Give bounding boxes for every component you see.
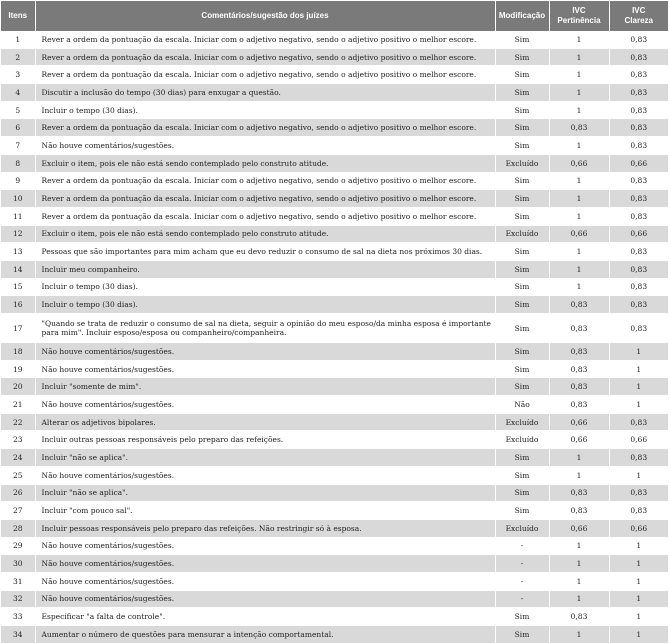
comment-cell: Não houve comentários/sugestões.: [35, 137, 495, 155]
ivc-pertinence-cell: 1: [549, 466, 609, 484]
ivc-clarity-cell: 0,83: [609, 84, 668, 102]
ivc-pertinence-cell: 1: [549, 449, 609, 467]
item-number-cell: 28: [1, 519, 35, 537]
table-row: [1, 172, 668, 190]
modification-cell: Sim: [495, 466, 549, 484]
ivc-pertinence-cell: 0,83: [549, 296, 609, 314]
table-row: [1, 626, 668, 644]
ivc-pertinence-cell: 1: [549, 207, 609, 225]
comment-cell: Especificar "a falta de controle".: [35, 608, 495, 626]
ivc-clarity-cell: 0,66: [609, 225, 668, 243]
ivc-pertinence-cell: 0,83: [549, 314, 609, 343]
comment-cell: Não houve comentários/sugestões.: [35, 590, 495, 608]
ivc-clarity-cell: 1: [609, 572, 668, 590]
ivc-pertinence-cell: 1: [549, 590, 609, 608]
ivc-pertinence-cell: 1: [549, 190, 609, 208]
comment-cell: Incluir "não se aplica".: [35, 449, 495, 467]
ivc-pertinence-cell: 0,83: [549, 608, 609, 626]
comment-cell: Incluir o tempo (30 dias).: [35, 101, 495, 119]
table-row: [1, 101, 668, 119]
ivc-clarity-cell: 0,83: [609, 278, 668, 296]
ivc-clarity-cell: 1: [609, 555, 668, 573]
ivc-pertinence-cell: 0,83: [549, 484, 609, 502]
table-row: [1, 590, 668, 608]
ivc-pertinence-cell: 0,83: [549, 360, 609, 378]
table-row: [1, 243, 668, 261]
ivc-clarity-cell: 1: [609, 537, 668, 555]
table-row: [1, 519, 668, 537]
comment-cell: Rever a ordem da pontuação da escala. Iniciar com o adjetivo negativo, sendo o adjetivo positivo o melhor escore.: [35, 190, 495, 208]
table-row: [1, 154, 668, 172]
ivc-pertinence-cell: 1: [549, 31, 609, 48]
modification-cell: Sim: [495, 84, 549, 102]
ivc-clarity-cell: 0,83: [609, 119, 668, 137]
comment-cell: Incluir meu companheiro.: [35, 260, 495, 278]
ivc-clarity-cell: 0,83: [609, 260, 668, 278]
modification-cell: Sim: [495, 278, 549, 296]
table-row: [1, 314, 668, 343]
ivc-clarity-cell: 0,83: [609, 449, 668, 467]
table-row: [1, 48, 668, 66]
comment-cell: Rever a ordem da pontuação da escala. Iniciar com o adjetivo negativo, sendo o adjetivo positivo o melhor escore.: [35, 172, 495, 190]
header-ivc-label: IVC: [632, 6, 646, 16]
item-number-cell: 15: [1, 278, 35, 296]
modification-cell: Excluído: [495, 413, 549, 431]
ivc-clarity-cell: 0,83: [609, 502, 668, 520]
modification-cell: Excluído: [495, 519, 549, 537]
table-row: [1, 572, 668, 590]
item-number-cell: 31: [1, 572, 35, 590]
modification-cell: Sim: [495, 48, 549, 66]
item-number-cell: 26: [1, 484, 35, 502]
ivc-clarity-cell: 0,83: [609, 31, 668, 48]
item-number-cell: 3: [1, 66, 35, 84]
ivc-clarity-cell: 1: [609, 378, 668, 396]
modification-cell: Sim: [495, 608, 549, 626]
ivc-clarity-cell: 1: [609, 343, 668, 361]
modification-cell: Excluído: [495, 154, 549, 172]
comment-cell: Incluir "com pouco sal".: [35, 502, 495, 520]
table-row: [1, 413, 668, 431]
table-row: [1, 278, 668, 296]
ivc-pertinence-cell: 0,83: [549, 378, 609, 396]
item-number-cell: 20: [1, 378, 35, 396]
table-row: [1, 225, 668, 243]
item-number-cell: 32: [1, 590, 35, 608]
ivc-clarity-cell: 1: [609, 590, 668, 608]
comment-cell: Rever a ordem da pontuação da escala. Iniciar com o adjetivo negativo, sendo o adjetivo positivo o melhor escore.: [35, 48, 495, 66]
ivc-clarity-cell: 0,83: [609, 314, 668, 343]
ivc-clarity-cell: 0,83: [609, 137, 668, 155]
ivc-clarity-cell: 0,83: [609, 207, 668, 225]
table-row: [1, 207, 668, 225]
header-comentarios: Comentários/sugestão dos juízes: [35, 1, 495, 31]
ivc-pertinence-cell: 1: [549, 172, 609, 190]
ivc-pertinence-cell: 0,66: [549, 413, 609, 431]
comment-cell: Não houve comentários/sugestões.: [35, 555, 495, 573]
ivc-pertinence-cell: 1: [549, 84, 609, 102]
comment-cell: Não houve comentários/sugestões.: [35, 396, 495, 414]
comment-cell: Incluir outras pessoas responsáveis pelo preparo das refeições.: [35, 431, 495, 449]
comment-cell: Não houve comentários/sugestões.: [35, 572, 495, 590]
table-row: [1, 555, 668, 573]
modification-cell: -: [495, 555, 549, 573]
header-itens: Itens: [1, 1, 35, 31]
ivc-pertinence-cell: 1: [549, 278, 609, 296]
ivc-clarity-cell: 0,66: [609, 431, 668, 449]
ivc-table: [1, 1, 668, 644]
comment-cell: Rever a ordem da pontuação da escala. Iniciar com o adjetivo negativo, sendo o adjetivo positivo o melhor escore.: [35, 31, 495, 48]
ivc-pertinence-cell: 0,83: [549, 502, 609, 520]
item-number-cell: 8: [1, 154, 35, 172]
modification-cell: Sim: [495, 190, 549, 208]
modification-cell: Sim: [495, 314, 549, 343]
modification-cell: Sim: [495, 172, 549, 190]
item-number-cell: 7: [1, 137, 35, 155]
item-number-cell: 5: [1, 101, 35, 119]
ivc-clarity-cell: 0,83: [609, 48, 668, 66]
ivc-pertinence-cell: 1: [549, 537, 609, 555]
item-number-cell: 27: [1, 502, 35, 520]
comment-cell: Rever a ordem da pontuação da escala. Iniciar com o adjetivo negativo, sendo o adjetivo positivo o melhor escore.: [35, 66, 495, 84]
ivc-clarity-cell: 0,83: [609, 101, 668, 119]
item-number-cell: 24: [1, 449, 35, 467]
header-row: [1, 1, 668, 31]
item-number-cell: 1: [1, 31, 35, 48]
modification-cell: Sim: [495, 449, 549, 467]
comment-cell: Rever a ordem da pontuação da escala. Iniciar com o adjetivo negativo, sendo o adjetivo positivo o melhor escore.: [35, 119, 495, 137]
ivc-clarity-cell: 1: [609, 360, 668, 378]
table-row: [1, 296, 668, 314]
header-ivc-pertinencia: [549, 1, 609, 31]
modification-cell: Sim: [495, 484, 549, 502]
item-number-cell: 18: [1, 343, 35, 361]
comment-cell: Rever a ordem da pontuação da escala. Iniciar com o adjetivo negativo, sendo o adjetivo positivo o melhor escore.: [35, 207, 495, 225]
ivc-clarity-cell: 1: [609, 396, 668, 414]
header-ivc-clareza: [609, 1, 668, 31]
modification-cell: -: [495, 590, 549, 608]
table-row: [1, 449, 668, 467]
item-number-cell: 23: [1, 431, 35, 449]
table-row: [1, 260, 668, 278]
header-pertinencia-label: Pertinência: [557, 16, 601, 25]
item-number-cell: 17: [1, 314, 35, 343]
header-modificacao: Modificação: [495, 1, 549, 31]
item-number-cell: 6: [1, 119, 35, 137]
item-number-cell: 4: [1, 84, 35, 102]
table-row: [1, 84, 668, 102]
table-row: [1, 484, 668, 502]
ivc-pertinence-cell: 0,66: [549, 154, 609, 172]
table-row: [1, 378, 668, 396]
comment-cell: Não houve comentários/sugestões.: [35, 360, 495, 378]
item-number-cell: 30: [1, 555, 35, 573]
ivc-pertinence-cell: 1: [549, 66, 609, 84]
comment-cell: "Quando se trata de reduzir o consumo de sal na dieta, seguir a opinião do meu esposo/da minha esposa é importante para mim". Incluir esposo/esposa ou companheiro/companheira.: [35, 314, 495, 343]
modification-cell: Sim: [495, 101, 549, 119]
ivc-pertinence-cell: 1: [549, 101, 609, 119]
table-row: [1, 396, 668, 414]
comment-cell: Não houve comentários/sugestões.: [35, 466, 495, 484]
ivc-pertinence-cell: 1: [549, 572, 609, 590]
header-ivc-label: IVC: [572, 6, 586, 16]
ivc-clarity-cell: 0,83: [609, 190, 668, 208]
ivc-clarity-cell: 0,83: [609, 243, 668, 261]
item-number-cell: 22: [1, 413, 35, 431]
item-number-cell: 14: [1, 260, 35, 278]
table-row: [1, 466, 668, 484]
table-row: [1, 31, 668, 48]
modification-cell: Excluído: [495, 225, 549, 243]
modification-cell: Excluído: [495, 431, 549, 449]
table-row: [1, 608, 668, 626]
modification-cell: Sim: [495, 260, 549, 278]
item-number-cell: 13: [1, 243, 35, 261]
table-row: [1, 137, 668, 155]
modification-cell: Sim: [495, 66, 549, 84]
ivc-pertinence-cell: 0,83: [549, 119, 609, 137]
ivc-pertinence-cell: 1: [549, 626, 609, 644]
ivc-clarity-cell: 0,66: [609, 519, 668, 537]
modification-cell: Sim: [495, 502, 549, 520]
ivc-pertinence-cell: 0,66: [549, 431, 609, 449]
comment-cell: Incluir o tempo (30 dias).: [35, 296, 495, 314]
modification-cell: Sim: [495, 360, 549, 378]
item-number-cell: 9: [1, 172, 35, 190]
table-row: [1, 66, 668, 84]
ivc-clarity-cell: 0,83: [609, 413, 668, 431]
item-number-cell: 12: [1, 225, 35, 243]
item-number-cell: 33: [1, 608, 35, 626]
comment-cell: Incluir "não se aplica".: [35, 484, 495, 502]
ivc-pertinence-cell: 0,66: [549, 225, 609, 243]
modification-cell: -: [495, 572, 549, 590]
table-row: [1, 190, 668, 208]
modification-cell: -: [495, 537, 549, 555]
item-number-cell: 10: [1, 190, 35, 208]
comment-cell: Não houve comentários/sugestões.: [35, 537, 495, 555]
comment-cell: Incluir "somente de mim".: [35, 378, 495, 396]
modification-cell: Sim: [495, 378, 549, 396]
ivc-pertinence-cell: 1: [549, 48, 609, 66]
table-row: [1, 502, 668, 520]
modification-cell: Sim: [495, 207, 549, 225]
comment-cell: Incluir o tempo (30 dias).: [35, 278, 495, 296]
ivc-clarity-cell: 0,83: [609, 66, 668, 84]
ivc-clarity-cell: 0,83: [609, 296, 668, 314]
ivc-clarity-cell: 1: [609, 466, 668, 484]
comment-cell: Discutir a inclusão do tempo (30 dias) para enxugar a questão.: [35, 84, 495, 102]
ivc-pertinence-cell: 1: [549, 555, 609, 573]
comment-cell: Incluir pessoas responsáveis pelo preparo das refeições. Não restringir só à esposa.: [35, 519, 495, 537]
ivc-clarity-cell: 1: [609, 626, 668, 644]
comment-cell: Aumentar o número de questões para mensurar a intenção comportamental.: [35, 626, 495, 644]
table-body: [1, 31, 668, 643]
ivc-pertinence-cell: 0,66: [549, 519, 609, 537]
modification-cell: Sim: [495, 343, 549, 361]
modification-cell: Sim: [495, 296, 549, 314]
comment-cell: Excluir o item, pois ele não está sendo contemplado pelo construto atitude.: [35, 154, 495, 172]
item-number-cell: 2: [1, 48, 35, 66]
table-row: [1, 431, 668, 449]
ivc-clarity-cell: 0,83: [609, 172, 668, 190]
table-row: [1, 360, 668, 378]
modification-cell: Sim: [495, 243, 549, 261]
item-number-cell: 16: [1, 296, 35, 314]
ivc-clarity-cell: 0,83: [609, 484, 668, 502]
ivc-pertinence-cell: 1: [549, 243, 609, 261]
table-row: [1, 119, 668, 137]
item-number-cell: 19: [1, 360, 35, 378]
modification-cell: Sim: [495, 626, 549, 644]
ivc-pertinence-cell: 1: [549, 260, 609, 278]
ivc-clarity-cell: 0,66: [609, 154, 668, 172]
item-number-cell: 29: [1, 537, 35, 555]
comment-cell: Excluir o item, pois ele não está sendo contemplado pelo construto atitude.: [35, 225, 495, 243]
table-row: [1, 537, 668, 555]
item-number-cell: 11: [1, 207, 35, 225]
ivc-pertinence-cell: 0,83: [549, 396, 609, 414]
comment-cell: Alterar os adjetivos bipolares.: [35, 413, 495, 431]
item-number-cell: 21: [1, 396, 35, 414]
modification-cell: Sim: [495, 119, 549, 137]
ivc-pertinence-cell: 1: [549, 137, 609, 155]
item-number-cell: 25: [1, 466, 35, 484]
comment-cell: Não houve comentários/sugestões.: [35, 343, 495, 361]
modification-cell: Não: [495, 396, 549, 414]
comment-cell: Pessoas que são importantes para mim acham que eu devo reduzir o consumo de sal na dieta nos próximos 30 dias.: [35, 243, 495, 261]
modification-cell: Sim: [495, 31, 549, 48]
modification-cell: Sim: [495, 137, 549, 155]
header-clareza-label: Clareza: [624, 16, 653, 25]
ivc-clarity-cell: 1: [609, 608, 668, 626]
table-row: [1, 343, 668, 361]
item-number-cell: 34: [1, 626, 35, 644]
ivc-pertinence-cell: 0,83: [549, 343, 609, 361]
